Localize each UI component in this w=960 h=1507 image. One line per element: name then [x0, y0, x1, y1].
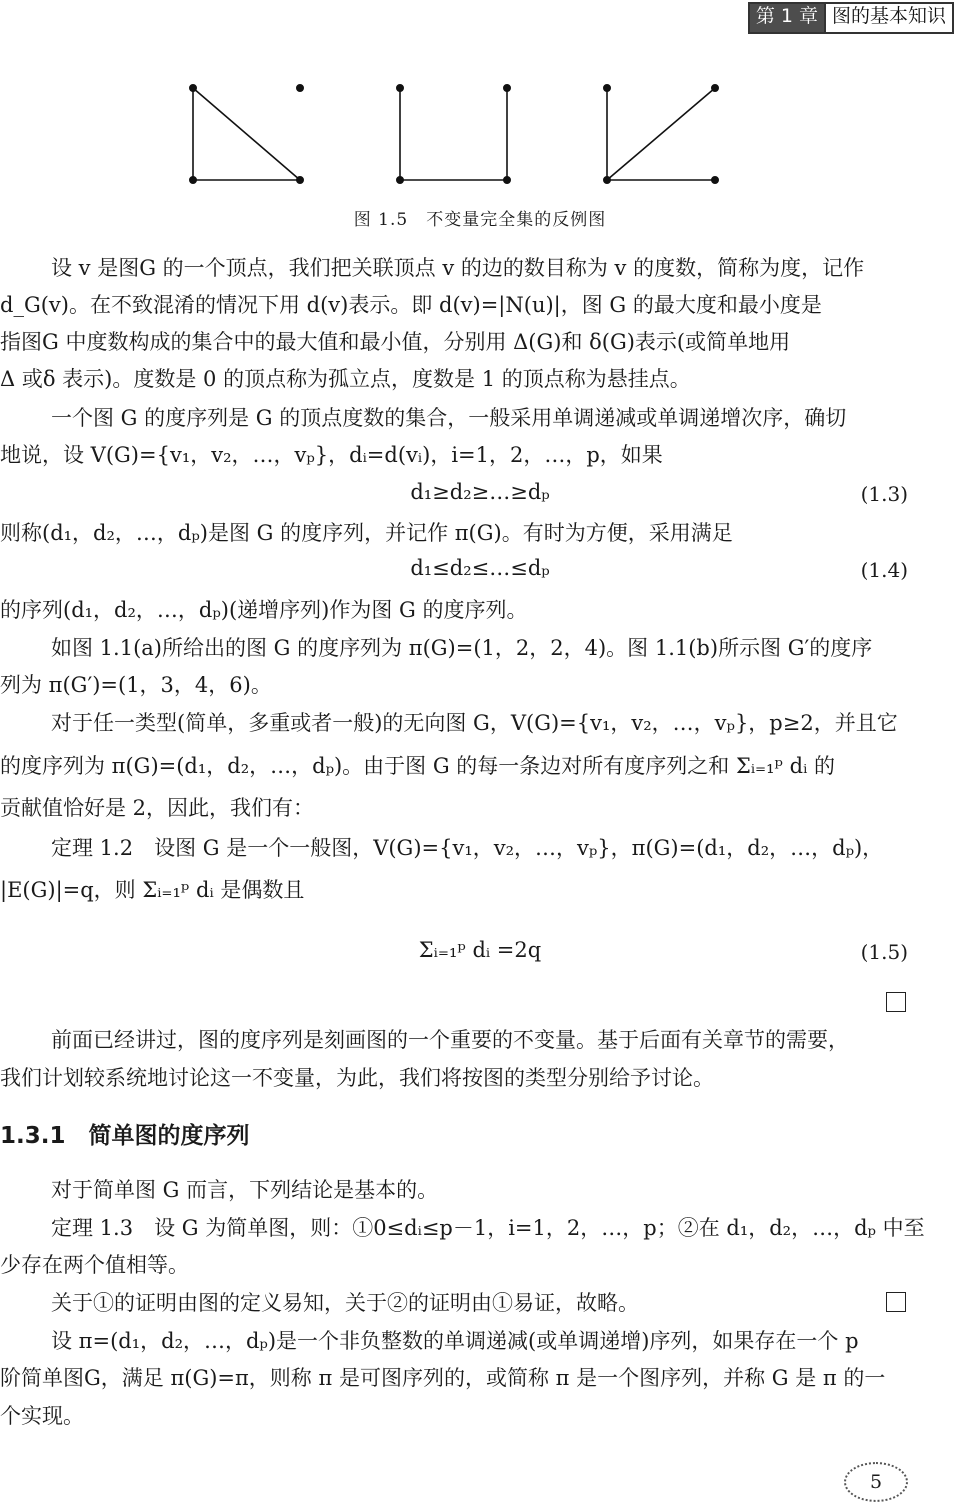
theorem-1-3: 定理 1.3 设 G 为简单图，则：①0≤dᵢ≤p－1，i=1，2，…，p；②在 d₁，d₂，…，dₚ 中至: [30, 1216, 925, 1240]
text-line: 如图 1.1(a)所给出的图 G 的度序列为 π(G)=(1，2，2，4)。图 1.1(b)所示图 G′的度序: [30, 636, 873, 660]
qed-box: [886, 992, 906, 1012]
chapter-label: 第 1 章: [750, 4, 824, 32]
text-line: 设 π=(d₁，d₂，…，dₚ)是一个非负整数的单调递减(或单调递增)序列，如果存在一个 p: [30, 1329, 859, 1353]
qed-box: [886, 1292, 906, 1312]
chapter-header: [748, 2, 954, 34]
text-line: 阶简单图G，满足 π(G)=π，则称 π 是可图序列的，或简称 π 是一个图序列，并称 G 是 π 的一: [0, 1366, 886, 1390]
text-line: 的序列(d₁，d₂，…，dₚ)(递增序列)作为图 G 的度序列。: [0, 598, 528, 622]
text-line: 对于简单图 G 而言，下列结论是基本的。: [30, 1178, 439, 1202]
vertex: [504, 177, 510, 183]
figure-1-5: [0, 70, 960, 200]
text-line: 个实现。: [0, 1404, 84, 1428]
text-line: 前面已经讲过，图的度序列是刻画图的一个重要的不变量。基于后面有关章节的需要，: [30, 1028, 849, 1052]
text-line: 则称(d₁，d₂，…，dₚ)是图 G 的度序列，并记作 π(G)。有时为方便，采用满足: [0, 521, 733, 545]
vertex: [397, 177, 403, 183]
equation-1-5: Σᵢ₌₁ᵖ dᵢ =2q: [418, 938, 542, 962]
vertex: [190, 177, 196, 183]
vertex: [297, 177, 303, 183]
text-line: d_G(v)。在不致混淆的情况下用 d(v)表示。即 d(v)=|N(u)|，图 G 的最大度和最小度是: [0, 293, 822, 317]
text-line: 关于①的证明由图的定义易知，关于②的证明由①易证，故略。: [30, 1291, 639, 1315]
figure-caption: 图 1.5 不变量完全集的反例图: [353, 210, 607, 230]
vertex: [604, 177, 610, 183]
equation-number: (1.4): [860, 558, 908, 582]
text-line: 贡献值恰好是 2，因此，我们有：: [0, 796, 315, 820]
text-line: 少存在两个值相等。: [0, 1253, 189, 1277]
equation-1-4: d₁≤d₂≤…≤dₚ: [410, 556, 550, 580]
text-line: |E(G)|=q，则 Σᵢ₌₁ᵖ dᵢ 是偶数且: [0, 878, 305, 902]
edge: [607, 88, 715, 180]
text-line: 地说，设 V(G)={v₁，v₂，…，vₚ}，dᵢ=d(vᵢ)，i=1，2，…，p，如果: [0, 443, 663, 467]
section-heading: 1.3.1 简单图的度序列: [0, 1123, 250, 1149]
text-line: 的度序列为 π(G)=(d₁，d₂，…，dₚ)。由于图 G 的每一条边对所有度序列之和 Σᵢ₌₁ᵖ dᵢ 的: [0, 754, 835, 778]
page-number: 5: [844, 1462, 908, 1502]
equation-1-3: d₁≥d₂≥…≥dₚ: [410, 480, 550, 504]
text-line: 设 v 是图G 的一个顶点，我们把关联顶点 v 的边的数目称为 v 的度数，简称为度，记作: [30, 256, 865, 280]
theorem-1-2: 定理 1.2 设图 G 是一个一般图，V(G)={v₁，v₂，…，vₚ}，π(G)=(d₁，d₂，…，dₚ)，: [30, 836, 884, 860]
equation-number: (1.5): [860, 940, 908, 964]
vertex: [604, 85, 610, 91]
text-line: Δ 或δ 表示)。度数是 0 的顶点称为孤立点，度数是 1 的顶点称为悬挂点。: [0, 367, 691, 391]
text-line: 一个图 G 的度序列是 G 的顶点度数的集合，一般采用单调递减或单调递增次序，确切: [30, 406, 847, 430]
chapter-title: 图的基本知识: [824, 4, 952, 32]
text-line: 我们计划较系统地讨论这一不变量，为此，我们将按图的类型分别给予讨论。: [0, 1066, 714, 1090]
text-line: 指图G 中度数构成的集合中的最大值和最小值，分别用 Δ(G)和 δ(G)表示(或简单地用: [0, 330, 791, 354]
edge: [193, 88, 300, 180]
text-line: 列为 π(G′)=(1，3，4，6)。: [0, 673, 272, 697]
vertex: [190, 85, 196, 91]
vertex: [297, 85, 303, 91]
vertex: [397, 85, 403, 91]
vertex: [504, 85, 510, 91]
text-line: 对于任一类型(简单，多重或者一般)的无向图 G，V(G)={v₁，v₂，…，vₚ}，p≥2，并且它: [30, 711, 898, 735]
vertex: [712, 85, 718, 91]
equation-number: (1.3): [860, 482, 908, 506]
vertex: [712, 177, 718, 183]
